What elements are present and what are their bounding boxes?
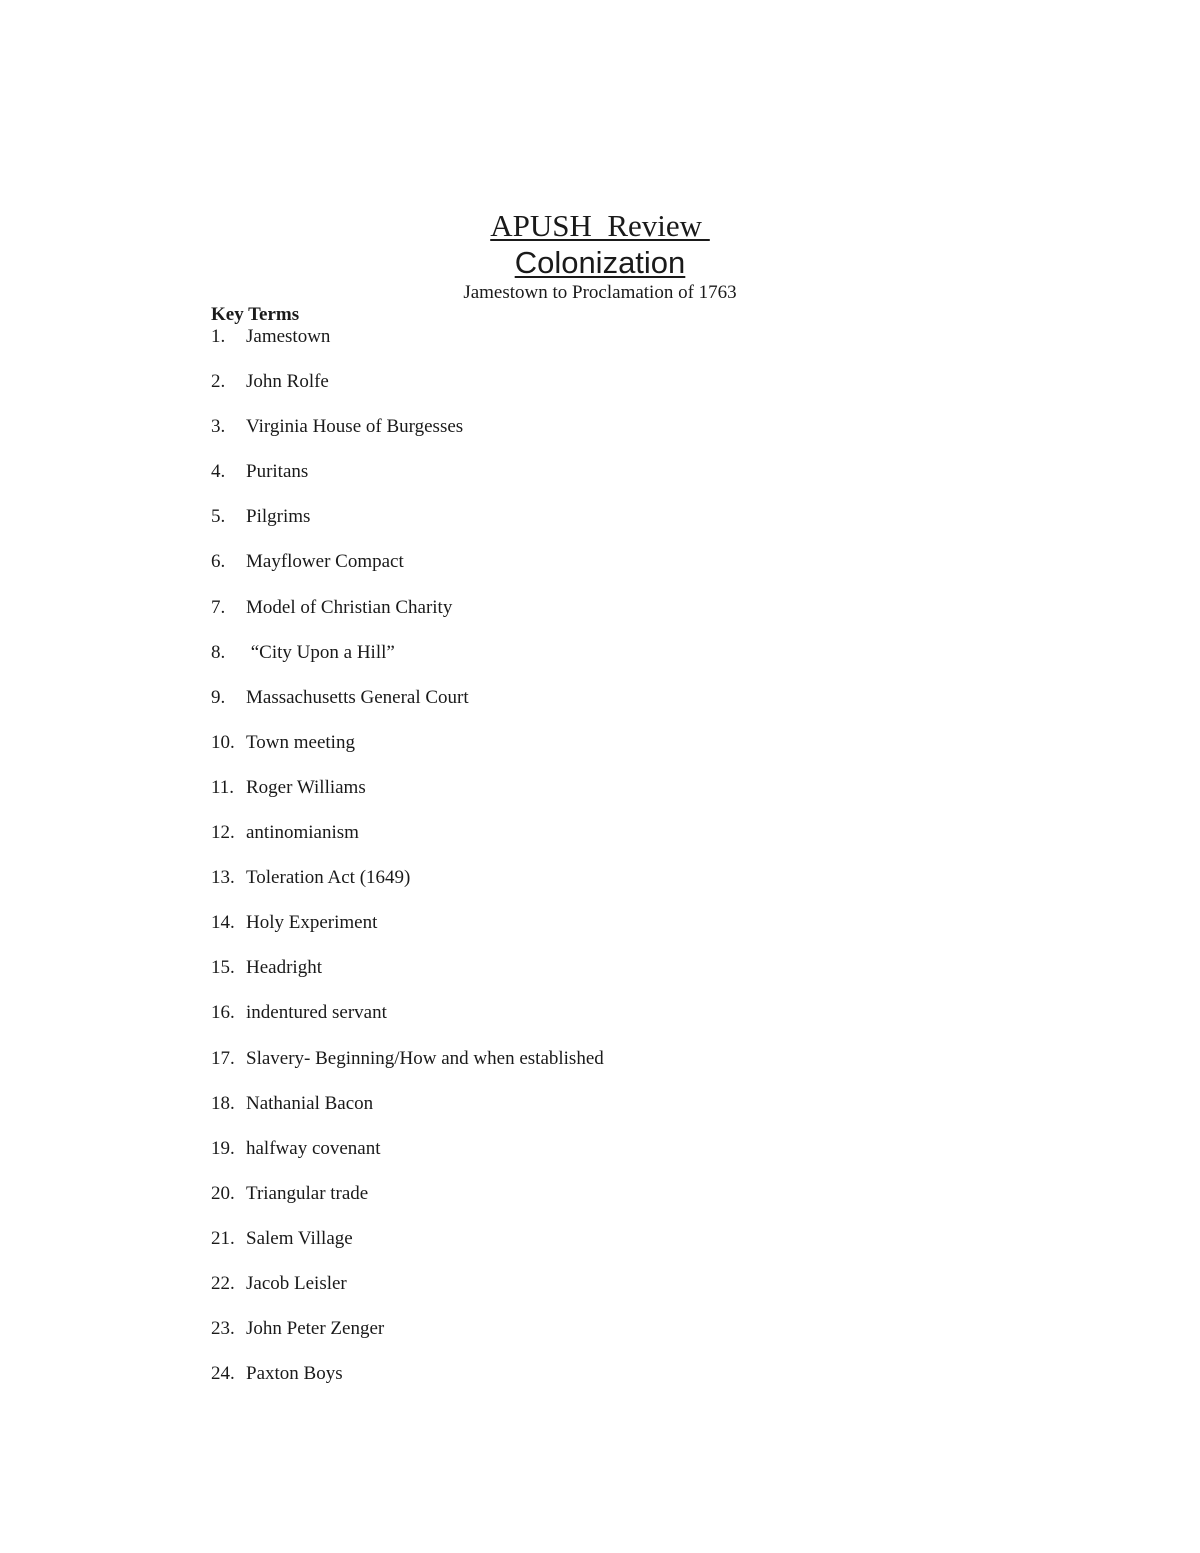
list-item-text: John Peter Zenger (246, 1318, 385, 1340)
list-item-text: “City Upon a Hill” (246, 641, 395, 663)
list-item-text: Nathanial Bacon (246, 1092, 374, 1114)
list-item-text: indentured servant (246, 1002, 387, 1024)
list-item (211, 777, 604, 822)
document-period: Jamestown to Proclamation of 1763 (463, 282, 737, 303)
document-subtitle: Colonization (514, 245, 686, 280)
list-item (211, 1228, 604, 1273)
list-item-text: Mayflower Compact (246, 551, 404, 573)
list-item-number: 17. (211, 1047, 235, 1069)
list-item-number: 9. (211, 686, 226, 708)
list-item-text: Salem Village (246, 1227, 353, 1249)
list-item-number: 1. (211, 326, 226, 347)
list-item-number: 20. (211, 1182, 235, 1204)
list-item-number: 11. (211, 776, 235, 798)
list-item (211, 1363, 604, 1408)
list-item (211, 822, 604, 867)
list-item-number: 12. (211, 822, 235, 844)
list-item-text: Holy Experiment (246, 912, 378, 934)
list-item-number: 18. (211, 1092, 235, 1114)
list-item-number: 8. (211, 641, 226, 663)
list-item-text: Town meeting (246, 731, 355, 753)
key-terms-heading: Key Terms (211, 304, 300, 325)
list-item-text: Virginia House of Burgesses (246, 416, 464, 438)
list-item (211, 326, 604, 371)
list-item (211, 1093, 604, 1138)
list-item-number: 3. (211, 416, 226, 438)
list-item-text: Massachusetts General Court (246, 686, 469, 708)
list-item-number: 2. (211, 371, 226, 393)
list-item-text: Triangular trade (246, 1182, 369, 1204)
list-item-text: Headright (246, 957, 322, 979)
list-item-text: Pilgrims (246, 506, 311, 528)
list-item-number: 24. (211, 1363, 235, 1385)
list-item (211, 1002, 604, 1047)
list-item-number: 19. (211, 1137, 235, 1159)
list-item (211, 416, 604, 461)
list-item (211, 687, 604, 732)
list-item-text: Jacob Leisler (246, 1272, 347, 1294)
list-item (211, 912, 604, 957)
list-item (211, 597, 604, 642)
list-item-number: 10. (211, 731, 235, 753)
list-item (211, 461, 604, 506)
list-item-number: 7. (211, 596, 226, 618)
list-item-text: Puritans (246, 461, 309, 483)
list-item (211, 957, 604, 1002)
list-item (211, 1273, 604, 1318)
list-item-number: 14. (211, 912, 235, 934)
list-item (211, 1183, 604, 1228)
list-item-text: Toleration Act (1649) (246, 867, 411, 889)
list-item-text: Model of Christian Charity (246, 596, 453, 618)
list-item-number: 6. (211, 551, 226, 573)
list-item-text: halfway covenant (246, 1137, 381, 1159)
list-item (211, 732, 604, 777)
list-item-text: Jamestown (246, 326, 331, 347)
list-item (211, 867, 604, 912)
list-item (211, 642, 604, 687)
key-terms-list (211, 326, 604, 1408)
list-item (211, 1318, 604, 1363)
list-item-text: antinomianism (246, 822, 359, 844)
list-item-number: 21. (211, 1227, 235, 1249)
list-item-number: 15. (211, 957, 235, 979)
list-item-text: John Rolfe (246, 371, 329, 393)
list-item-number: 16. (211, 1002, 235, 1024)
list-item-text: Paxton Boys (246, 1363, 343, 1385)
list-item (211, 1138, 604, 1183)
list-item (211, 371, 604, 416)
list-item-text: Roger Williams (246, 776, 366, 798)
list-item-number: 23. (211, 1318, 235, 1340)
list-item-number: 13. (211, 867, 235, 889)
list-item-text: Slavery- Beginning/How and when established (246, 1047, 604, 1069)
list-item-number: 4. (211, 461, 226, 483)
list-item (211, 551, 604, 596)
list-item (211, 1048, 604, 1093)
list-item-number: 22. (211, 1272, 235, 1294)
document-title: APUSH Review (490, 208, 710, 243)
list-item (211, 506, 604, 551)
list-item-number: 5. (211, 506, 226, 528)
